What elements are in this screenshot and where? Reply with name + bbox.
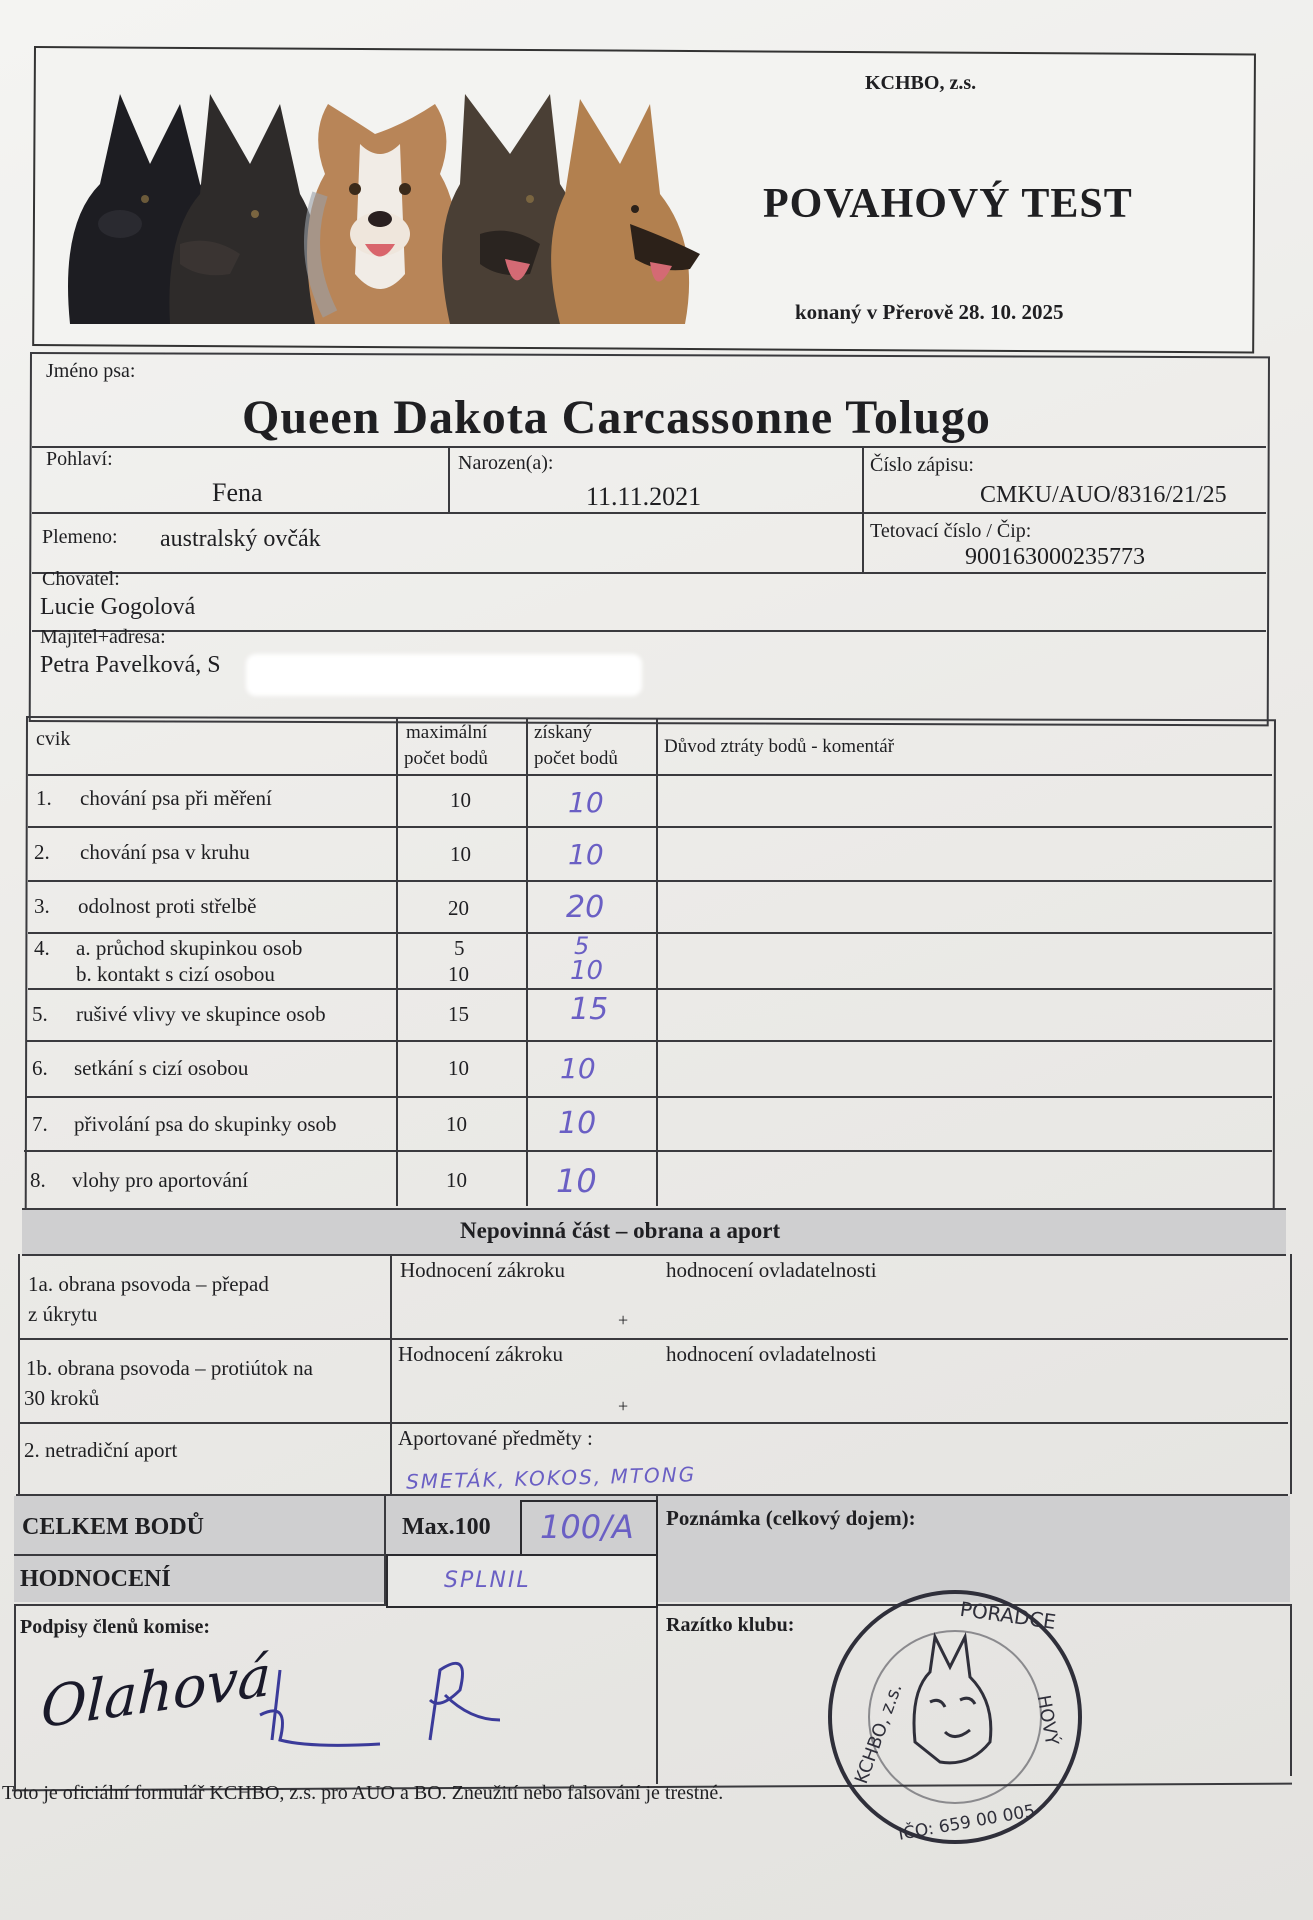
- row-6-max: 10: [448, 1056, 469, 1080]
- row-4-no: 4.: [34, 936, 50, 960]
- rating-value: SPLNIL: [444, 1568, 531, 1593]
- row-4b-got: 10: [570, 956, 604, 986]
- row-7-text: přivolání psa do skupinky osob: [74, 1112, 337, 1136]
- opt-1b-plus: +: [618, 1396, 629, 1416]
- row-2-max: 10: [450, 842, 471, 866]
- dog-2-dark: [169, 94, 320, 324]
- row-3-text: odolnost proti střelbě: [78, 894, 257, 918]
- sex-value: Fena: [212, 478, 263, 507]
- row-5-got: 15: [570, 992, 609, 1027]
- row-1-max: 10: [450, 788, 471, 812]
- col-max-2: počet bodů: [404, 748, 488, 769]
- org-name: KCHBO, z.s.: [865, 72, 977, 94]
- col-max-1: maximální: [406, 722, 488, 743]
- row-5-no: 5.: [32, 1002, 48, 1026]
- signatures-label: Podpisy členů komise:: [20, 1616, 211, 1638]
- col-got-2: počet bodů: [534, 748, 618, 769]
- stamp-left: KCHBO, z.s.: [850, 1680, 907, 1787]
- breeder-value: Lucie Gogolová: [40, 594, 196, 620]
- row-7-got: 10: [558, 1106, 597, 1141]
- dog-5-malinois: [551, 99, 700, 324]
- owner-label: Majitel+adresa:: [40, 626, 166, 648]
- row-5-max: 15: [448, 1002, 469, 1026]
- opt-1a-eval-action: Hodnocení zákroku: [400, 1258, 566, 1282]
- name-label: Jméno psa:: [46, 360, 136, 382]
- optional-title: Nepovinná část – obrana a aport: [460, 1218, 781, 1243]
- opt-2-retrieved-value: SMETÁK, KOKOS, MTONG: [405, 1462, 697, 1494]
- breed-value: australský ovčák: [160, 526, 321, 552]
- row-4a-max: 5: [454, 936, 465, 960]
- stamp-top: PORADCE: [958, 1596, 1058, 1634]
- sex-label: Pohlaví:: [46, 448, 113, 470]
- row-7-no: 7.: [32, 1112, 48, 1136]
- opt-1a-plus: +: [618, 1310, 629, 1330]
- row-1-got: 10: [568, 786, 604, 819]
- row-8-max: 10: [446, 1168, 467, 1192]
- row-4b-max: 10: [448, 962, 469, 986]
- row-4a-got: 5: [574, 932, 590, 960]
- chip-label: Tetovací číslo / Čip:: [870, 520, 1032, 542]
- reg-label: Číslo zápisu:: [870, 454, 974, 476]
- reg-value: CMKU/AUO/8316/21/25: [980, 482, 1227, 508]
- opt-2-retrieved-label: Aportované předměty :: [398, 1426, 593, 1450]
- owner-value: Petra Pavelková, S: [40, 652, 221, 678]
- signature-1: Olahová: [39, 1643, 273, 1742]
- total-value: 100/A: [540, 1508, 634, 1546]
- opt-1a-label-1: 1a. obrana psovoda – přepad: [28, 1272, 269, 1296]
- born-value: 11.11.2021: [586, 482, 702, 511]
- row-2-text: chování psa v kruhu: [80, 840, 250, 864]
- row-8-text: vlohy pro aportování: [72, 1168, 249, 1192]
- col-comment: Důvod ztráty bodů - komentář: [664, 736, 895, 757]
- col-exercise: cvik: [36, 728, 71, 750]
- held-at: konaný v Přerově 28. 10. 2025: [795, 300, 1064, 324]
- dogs-illustration: [60, 74, 760, 324]
- row-8-got: 10: [556, 1162, 597, 1200]
- row-6-text: setkání s cizí osobou: [74, 1056, 249, 1080]
- breeder-label: Chovatel:: [42, 568, 120, 590]
- redacted-address: [246, 654, 642, 696]
- note-label: Poznámka (celkový dojem):: [666, 1506, 916, 1530]
- total-label: CELKEM BODŮ: [22, 1514, 205, 1540]
- dog-name: Queen Dakota Carcassonne Tolugo: [242, 391, 991, 444]
- row-3-no: 3.: [34, 894, 50, 918]
- footer-note: Toto je oficiální formulář KCHBO, z.s. pro AUO a BO. Zneužití nebo falsování je trestné.: [2, 1782, 724, 1804]
- row-6-no: 6.: [32, 1056, 48, 1080]
- test-title: POVAHOVÝ TEST: [763, 181, 1133, 227]
- row-6-got: 10: [560, 1052, 596, 1085]
- row-2-no: 2.: [34, 840, 50, 864]
- row-3-max: 20: [448, 896, 469, 920]
- row-8-no: 8.: [30, 1168, 46, 1192]
- stamp-right: HOVÝ: [1032, 1693, 1063, 1748]
- opt-1b-eval-action: Hodnocení zákroku: [398, 1342, 564, 1366]
- club-stamp: [820, 1582, 1090, 1852]
- stamp-bottom: IČO: 659 00 005: [896, 1801, 1037, 1845]
- row-5-text: rušivé vlivy ve skupince osob: [76, 1002, 326, 1026]
- row-7-max: 10: [446, 1112, 467, 1136]
- opt-2-label: 2. netradiční aport: [24, 1438, 178, 1462]
- signature-3: [400, 1650, 540, 1750]
- opt-1a-label-2: z úkrytu: [28, 1302, 98, 1326]
- row-2-got: 10: [568, 838, 604, 871]
- opt-1b-label-1: 1b. obrana psovoda – protiútok na: [26, 1356, 313, 1380]
- col-got-1: získaný: [534, 722, 593, 743]
- max-label: Max.100: [402, 1514, 491, 1540]
- dog-3-aussie: [307, 104, 458, 324]
- row-4b-text: b. kontakt s cizí osobou: [76, 962, 275, 986]
- row-3-got: 20: [566, 890, 605, 925]
- row-1-text: chování psa při měření: [80, 786, 272, 810]
- row-1-no: 1.: [36, 786, 52, 810]
- chip-value: 900163000235773: [965, 544, 1145, 570]
- stamp-label: Razítko klubu:: [666, 1614, 795, 1636]
- rating-label: HODNOCENÍ: [20, 1566, 171, 1592]
- breed-label: Plemeno:: [42, 526, 118, 548]
- born-label: Narozen(a):: [458, 452, 554, 474]
- opt-1b-label-2: 30 kroků: [24, 1386, 100, 1410]
- signature-2: [250, 1660, 400, 1760]
- opt-1b-eval-control: hodnocení ovladatelnosti: [666, 1342, 877, 1366]
- opt-1a-eval-control: hodnocení ovladatelnosti: [666, 1258, 877, 1282]
- row-4a-text: a. průchod skupinkou osob: [76, 936, 303, 960]
